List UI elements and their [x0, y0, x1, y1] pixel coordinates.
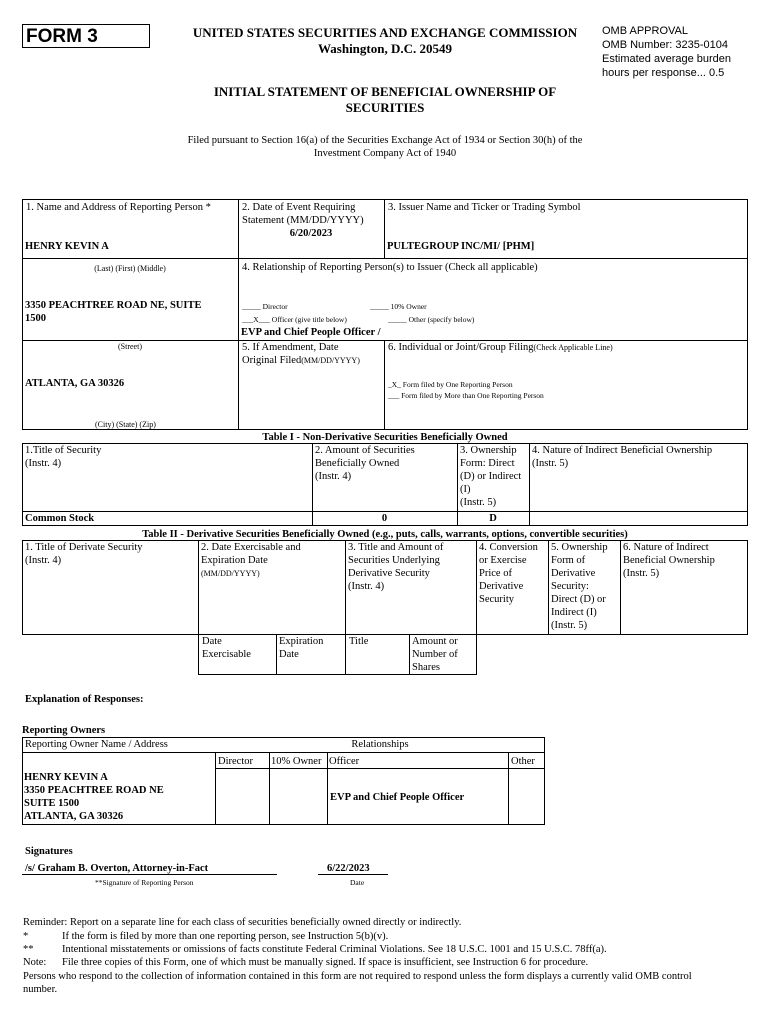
t2-h6c: (Instr. 5) [623, 568, 660, 579]
t2-sub-expiration [279, 635, 323, 661]
owners-col-director: Director [218, 756, 253, 767]
divider [548, 540, 549, 635]
t1-h1b: (Instr. 4) [25, 458, 62, 469]
star2-note: Intentional misstatements or omissions of facts constitute Federal Criminal Violations. See 18 U.S.C. 1001 and 15 U.S.C. 78ff(a). [62, 944, 607, 955]
t2-sub-date-exercisable [202, 635, 251, 661]
t2-h6a: 6. Nature of Indirect [623, 542, 709, 553]
single-filer-option[interactable]: _X_ Form filed by One Reporting Person [388, 380, 513, 389]
t1-h4b: (Instr. 5) [532, 458, 569, 469]
divider [22, 752, 216, 753]
box1-label: 1. Name and Address of Reporting Person * [26, 202, 211, 213]
divider [476, 540, 477, 674]
divider [529, 443, 530, 526]
t1-h3a: 3. Ownership [460, 445, 517, 456]
t2-col5-header [551, 541, 608, 632]
omb-title: OMB APPROVAL [602, 25, 688, 37]
owners-col-other: Other [511, 756, 535, 767]
t2-h4e: Security [479, 594, 514, 605]
t2-h3d: (Instr. 4) [348, 581, 385, 592]
t2-sub-amt1: Amount or [412, 636, 458, 647]
t1-col3-header [460, 444, 521, 509]
t2-h1a: 1. Title of Derivate Security [25, 542, 143, 553]
t2-sub-amt2: Number of [412, 649, 458, 660]
form-title [160, 84, 610, 116]
signature-value: /s/ Graham B. Overton, Attorney-in-Fact [25, 863, 209, 874]
t2-col3-header [348, 541, 443, 593]
table1-title: Table I - Non-Derivative Securities Beneficially Owned [262, 432, 508, 443]
t2-col4-header [479, 541, 538, 606]
box6-hint: (Check Applicable Line) [533, 343, 613, 352]
group-filer-option[interactable]: ___ Form filed by More than One Reporting Person [388, 391, 544, 400]
t2-h5g: (Instr. 5) [551, 620, 588, 631]
form-title-line-2: SECURITIES [345, 100, 425, 115]
t2-h4d: Derivative [479, 581, 524, 592]
t2-h3b: Securities Underlying [348, 555, 440, 566]
t1-col2-header [315, 444, 415, 483]
divider [384, 199, 385, 258]
t1-h1a: 1.Title of Security [25, 445, 102, 456]
t2-sub-de2: Exercisable [202, 649, 251, 660]
t2-h1b: (Instr. 4) [25, 555, 62, 566]
divider [22, 258, 748, 259]
t1-col1-header [25, 444, 101, 470]
persons-line-2: number. [23, 984, 58, 995]
ten-percent-option[interactable]: _____ 10% Owner [370, 302, 427, 311]
t2-h5e: Direct (D) or [551, 594, 606, 605]
persons-note [23, 970, 753, 996]
t2-sub-amt3: Shares [412, 662, 440, 673]
filed-line-2: Investment Company Act of 1940 [313, 148, 457, 159]
name-hint: (Last) (First) (Middle) [94, 264, 166, 273]
owner-line-4: ATLANTA, GA 30326 [24, 811, 124, 822]
owner-officer-value: EVP and Chief People Officer [330, 792, 465, 803]
box2-label-1: 2. Date of Event Requiring [242, 202, 356, 213]
divider [409, 635, 410, 674]
t2-h5b: Form of [551, 555, 586, 566]
director-option[interactable]: _____ Director [242, 302, 288, 311]
star1-mark: * [23, 931, 29, 942]
note-text: File three copies of this Form, one of which must be manually signed. If space is insufficient, see Instruction 6 for procedure. [62, 957, 589, 968]
street-line-2: 1500 [25, 313, 46, 324]
reporting-person-street [25, 299, 202, 325]
form-title-line-1: INITIAL STATEMENT OF BENEFICIAL OWNERSHIP OF [213, 84, 557, 99]
t1-h3d: (I) [460, 484, 471, 495]
other-option[interactable]: _____ Other (specify below) [388, 315, 475, 324]
reporting-person-city: ATLANTA, GA 30326 [25, 378, 125, 389]
divider [327, 752, 328, 825]
signature-date: 6/22/2023 [327, 863, 370, 874]
t1-h3b: Form: Direct [460, 458, 515, 469]
omb-burden-1: Estimated average burden [602, 53, 732, 65]
t2-sub-amount [412, 635, 458, 674]
owners-col-ten: 10% Owner [271, 756, 322, 767]
t2-col2-header [201, 541, 301, 580]
city-hint: (City) (State) (Zip) [95, 420, 156, 429]
divider [215, 752, 545, 753]
t2-h5d: Security: [551, 581, 589, 592]
divider [215, 752, 216, 825]
owners-col-relationships: Relationships [351, 739, 409, 750]
signatures-heading: Signatures [25, 846, 73, 857]
date-caption: Date [350, 878, 365, 887]
owners-col-name: Reporting Owner Name / Address [25, 739, 168, 750]
divider [276, 635, 277, 674]
t2-h2a: 2. Date Exercisable and [201, 542, 301, 553]
star1-note: If the form is filed by more than one reporting person, see Instruction 5(b)(v). [62, 931, 389, 942]
box2-label [242, 201, 364, 227]
owner-name-address [24, 771, 164, 823]
owner-line-3: SUITE 1500 [24, 798, 80, 809]
box2-label-2: Statement (MM/DD/YYYY) [242, 215, 364, 226]
agency-title [160, 25, 610, 57]
t1-col4-header [532, 444, 712, 470]
t1-h3e: (Instr. 5) [460, 497, 497, 508]
t1-h2b: Beneficially Owned [315, 458, 400, 469]
owner-line-2: 3350 PEACHTREE ROAD NE [24, 785, 164, 796]
omb-approval [602, 24, 767, 80]
t2-col6-header [623, 541, 715, 580]
t1-row-amount: 0 [381, 513, 388, 524]
reminder-note: Reminder: Report on a separate line for each class of securities beneficially owned directly or indirectly. [23, 917, 462, 928]
t1-h4a: 4. Nature of Indirect Beneficial Ownership [532, 445, 713, 456]
divider [198, 540, 199, 674]
persons-line-1: Persons who respond to the collection of information contained in this form are not required to respond unless the form displays a currently valid OMB control [23, 971, 692, 982]
t2-sub-title: Title [349, 636, 369, 647]
owners-col-officer: Officer [329, 756, 360, 767]
t2-h4a: 4. Conversion [479, 542, 538, 553]
divider [215, 768, 545, 769]
box5-label [242, 341, 360, 367]
box5-label-1: 5. If Amendment, Date [242, 342, 339, 353]
date-line [318, 874, 388, 875]
t1-h3c: (D) or Indirect [460, 471, 522, 482]
t2-h6b: Beneficial Ownership [623, 555, 715, 566]
t2-h3c: Derivative Security [348, 568, 430, 579]
filed-line-1: Filed pursuant to Section 16(a) of the Securities Exchange Act of 1934 or Section 30(h) of the [187, 135, 583, 146]
t2-sub-de1: Date [202, 636, 222, 647]
t2-h5a: 5. Ownership [551, 542, 608, 553]
box6-label [388, 341, 613, 354]
t1-row-form: D [489, 513, 497, 524]
note-mark: Note: [23, 957, 47, 968]
t2-col1-header [25, 541, 143, 567]
omb-number: OMB Number: 3235-0104 [602, 39, 728, 51]
t2-sub-exp1: Expiration [279, 636, 324, 647]
table2-title: Table II - Derivative Securities Beneficially Owned (e.g., puts, calls, warrants, options, convertible securities) [142, 529, 628, 540]
owner-line-1: HENRY KEVIN A [24, 772, 108, 783]
divider [620, 540, 621, 635]
agency-name: UNITED STATES SECURITIES AND EXCHANGE COMMISSION [192, 25, 578, 40]
t2-h2b: Expiration Date [201, 555, 268, 566]
filed-pursuant [100, 134, 670, 160]
t2-h4b: or Exercise [479, 555, 527, 566]
street-hint: (Street) [118, 342, 142, 351]
reporting-person-name: HENRY KEVIN A [25, 241, 109, 252]
event-date: 6/20/2023 [289, 228, 333, 239]
divider [345, 540, 346, 674]
divider [384, 340, 385, 430]
t1-h2a: 2. Amount of Securities [315, 445, 415, 456]
t2-h4c: Price of [479, 568, 512, 579]
signature-line [22, 874, 277, 875]
box3-label: 3. Issuer Name and Ticker or Trading Symbol [388, 202, 581, 213]
divider [198, 674, 477, 675]
officer-option[interactable]: ___X___ Officer (give title below) [242, 315, 347, 324]
explanation-heading: Explanation of Responses: [25, 694, 144, 705]
agency-city: Washington, D.C. 20549 [318, 41, 452, 56]
box5-hint: (MM/DD/YYYY) [301, 356, 360, 365]
star2-mark: ** [23, 944, 34, 955]
box6-label-text: 6. Individual or Joint/Group Filing [388, 342, 534, 353]
t2-h5c: Derivative [551, 568, 596, 579]
t2-h2c: (MM/DD/YYYY) [201, 569, 260, 578]
form-label: FORM 3 [22, 24, 150, 48]
divider [508, 752, 509, 825]
t1-row-security: Common Stock [25, 513, 95, 524]
t2-h3a: 3. Title and Amount of [348, 542, 444, 553]
t2-sub-exp2: Date [279, 649, 299, 660]
reporting-owners-heading: Reporting Owners [22, 725, 106, 736]
box5-label-2: Original Filed [242, 355, 302, 366]
t2-h5f: Indirect (I) [551, 607, 597, 618]
street-line-1: 3350 PEACHTREE ROAD NE, SUITE [25, 300, 202, 311]
omb-burden-2: hours per response... 0.5 [602, 67, 725, 79]
signature-caption: **Signature of Reporting Person [95, 878, 194, 887]
t1-h2c: (Instr. 4) [315, 471, 352, 482]
issuer-name: PULTEGROUP INC/MI/ [PHM] [387, 241, 535, 252]
divider [269, 752, 270, 825]
box4-label: 4. Relationship of Reporting Person(s) to Issuer (Check all applicable) [242, 262, 538, 273]
officer-title: EVP and Chief People Officer / [241, 327, 381, 338]
